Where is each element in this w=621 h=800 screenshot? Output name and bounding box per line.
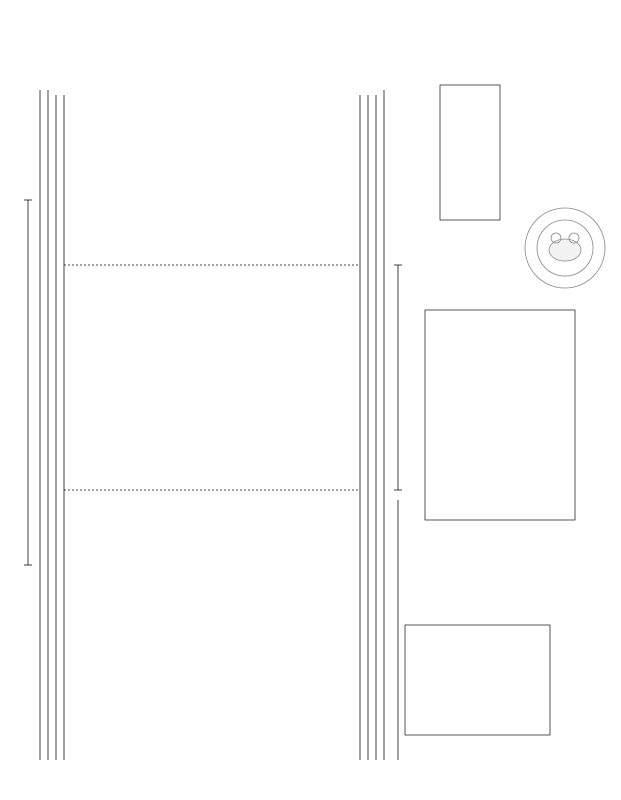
fig3-chart	[425, 310, 575, 520]
main-chart	[24, 90, 402, 760]
handmade-badge	[525, 208, 605, 288]
fig4-chart	[440, 85, 500, 220]
fig5-chart	[405, 625, 550, 735]
